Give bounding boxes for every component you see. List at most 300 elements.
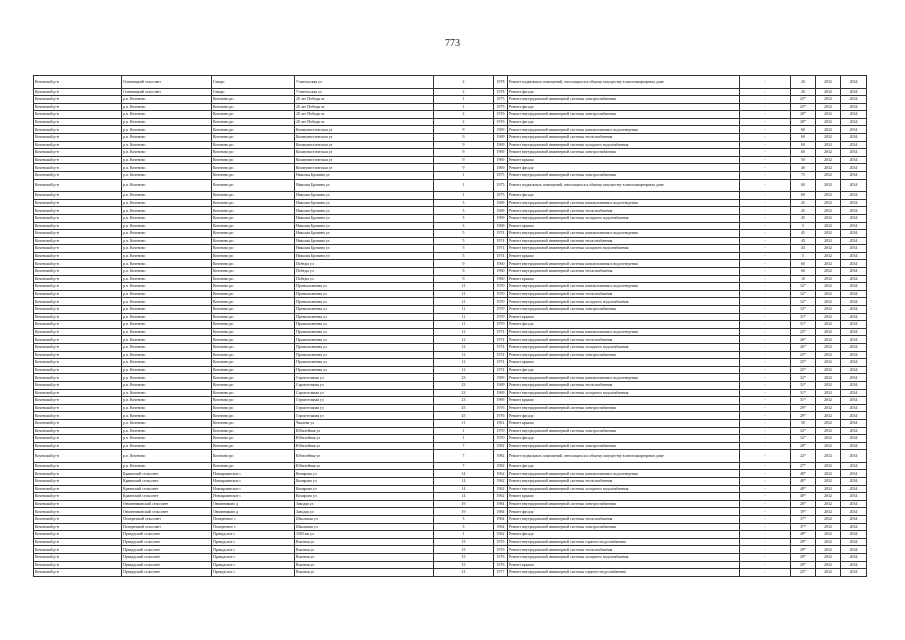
cell-dash: - <box>740 435 791 443</box>
cell-build-year: 1974 <box>494 252 508 260</box>
cell-work-type: Ремонт внутридомовой инженерной системы электроснабжения <box>508 523 740 531</box>
cell-work-type: Ремонт внутридомовой инженерной системы теплоснабжения <box>508 381 740 389</box>
cell-street: Строительная ул <box>295 412 434 420</box>
cell-end-year: 2034 <box>841 179 867 192</box>
cell-start-year: 2032 <box>816 260 841 268</box>
cell-start-year: 2032 <box>816 134 841 142</box>
cell-dash: - <box>740 192 791 200</box>
cell-district: Кочевский р-н <box>34 118 122 126</box>
table-row <box>34 374 867 382</box>
cell-street: Николая Бровина ул <box>295 245 434 253</box>
cell-end-year: 2034 <box>841 283 867 291</box>
cell-start-year: 2032 <box>816 427 841 435</box>
cell-start-year: 2032 <box>816 252 841 260</box>
cell-district: Кочевский р-н <box>34 450 122 463</box>
cell-house-number: 7 <box>434 462 494 470</box>
cell-settlement: р.п. Кочевово <box>122 245 212 253</box>
cell-locality: Кочевово рп <box>212 156 295 164</box>
cell-district: Кочевский р-н <box>34 546 122 554</box>
cell-end-year: 2034 <box>841 546 867 554</box>
cell-dash: - <box>740 199 791 207</box>
table-row <box>34 141 867 149</box>
cell-build-year: 1975 <box>494 179 508 192</box>
cell-work-type: Ремонт фасада <box>508 164 740 172</box>
cell-street: Победы ул <box>295 268 434 276</box>
cell-street: Юбилейная ул <box>295 462 434 470</box>
cell-build-year: 1962 <box>494 493 508 501</box>
cell-settlement: р.п. Кочевово <box>122 344 212 352</box>
cell-dash: - <box>740 397 791 405</box>
cell-service-life: 29* <box>791 412 816 420</box>
cell-dash: - <box>740 404 791 412</box>
cell-settlement: Краинский сельсовет <box>122 485 212 493</box>
cell-service-life: 60 <box>791 149 816 157</box>
cell-build-year: 1974 <box>494 237 508 245</box>
cell-build-year: 1962 <box>494 485 508 493</box>
table-row <box>34 493 867 501</box>
cell-dash: - <box>740 88 791 96</box>
cell-street: Заводая ул <box>295 508 434 516</box>
cell-build-year: 1984 <box>494 500 508 508</box>
cell-locality: Кочевово рп <box>212 328 295 336</box>
cell-dash: - <box>740 328 791 336</box>
cell-start-year: 2032 <box>816 126 841 134</box>
cell-end-year: 2034 <box>841 359 867 367</box>
cell-end-year: 2034 <box>841 237 867 245</box>
cell-locality: Кочевово рп <box>212 397 295 405</box>
cell-service-life: 32* <box>791 283 816 291</box>
cell-district: Кочевский р-н <box>34 470 122 478</box>
cell-settlement: р.п. Кочевово <box>122 126 212 134</box>
cell-locality: Кочевово рп <box>212 141 295 149</box>
cell-start-year: 2032 <box>816 485 841 493</box>
cell-house-number: 25 <box>434 404 494 412</box>
cell-start-year: 2032 <box>816 268 841 276</box>
cell-build-year: 1975 <box>494 192 508 200</box>
cell-start-year: 2032 <box>816 156 841 164</box>
cell-street: Коммунистическая ул <box>295 141 434 149</box>
cell-start-year: 2032 <box>816 207 841 215</box>
cell-street: Промышленная ул <box>295 351 434 359</box>
cell-house-number: 9 <box>434 164 494 172</box>
cell-house-number: 12 <box>434 359 494 367</box>
cell-service-life: 60 <box>791 192 816 200</box>
cell-work-type: Ремонт внутридомовой инженерной системы канализования и водоотведения <box>508 126 740 134</box>
cell-work-type: Ремонт внутридомовой инженерной системы электроснабжения <box>508 172 740 180</box>
cell-district: Кочевский р-н <box>34 374 122 382</box>
table-row <box>34 298 867 306</box>
cell-house-number: 1 <box>434 192 494 200</box>
table-row <box>34 569 867 577</box>
cell-house-number: 1 <box>434 103 494 111</box>
cell-district: Кочевский р-н <box>34 275 122 283</box>
cell-service-life: 48* <box>791 531 816 539</box>
cell-service-life: 46 <box>791 164 816 172</box>
cell-build-year: 1976 <box>494 561 508 569</box>
cell-street: 20 лет Победы кт <box>295 103 434 111</box>
cell-street: Строительная ул <box>295 381 434 389</box>
cell-house-number: 3 <box>434 515 494 523</box>
cell-build-year: 1969 <box>494 397 508 405</box>
cell-service-life: 32* <box>791 427 816 435</box>
table-row <box>34 237 867 245</box>
cell-settlement: р.п. Кочевово <box>122 252 212 260</box>
cell-locality: Кочевово рп <box>212 462 295 470</box>
cell-settlement: р.п. Кочевово <box>122 328 212 336</box>
table-row <box>34 252 867 260</box>
cell-house-number: 19 <box>434 508 494 516</box>
cell-dash: - <box>740 321 791 329</box>
cell-build-year: 1969 <box>494 199 508 207</box>
cell-settlement: р.п. Кочевово <box>122 336 212 344</box>
cell-end-year: 2034 <box>841 172 867 180</box>
cell-street: Промышленная ул <box>295 359 434 367</box>
cell-house-number: 11 <box>434 419 494 427</box>
cell-house-number: 3 <box>434 199 494 207</box>
cell-settlement: р.п. Кочевово <box>122 283 212 291</box>
table-row <box>34 76 867 89</box>
cell-build-year: 1975 <box>494 103 508 111</box>
cell-house-number: 1 <box>434 179 494 192</box>
cell-street: Юбилейная ул <box>295 427 434 435</box>
cell-end-year: 2034 <box>841 553 867 561</box>
table-row <box>34 118 867 126</box>
cell-district: Кочевский р-н <box>34 164 122 172</box>
cell-dash: - <box>740 230 791 238</box>
cell-start-year: 2032 <box>816 538 841 546</box>
cell-dash: - <box>740 561 791 569</box>
table-row <box>34 207 867 215</box>
cell-build-year: 1976 <box>494 404 508 412</box>
cell-locality: Кочевово рп <box>212 351 295 359</box>
cell-build-year: 1976 <box>494 118 508 126</box>
cell-street: Николая Бровина ул <box>295 199 434 207</box>
cell-dash: - <box>740 569 791 577</box>
cell-locality: Кочевово рп <box>212 103 295 111</box>
table-row <box>34 538 867 546</box>
cell-build-year: 1969 <box>494 222 508 230</box>
table-row <box>34 268 867 276</box>
cell-work-type: Ремонт внутридомовой инженерной системы электроснабжения <box>508 351 740 359</box>
cell-dash: - <box>740 298 791 306</box>
cell-settlement: р.п. Кочевово <box>122 427 212 435</box>
cell-settlement: Краинский сельсовет <box>122 470 212 478</box>
cell-dash: - <box>740 313 791 321</box>
cell-locality: Прикудское с <box>212 569 295 577</box>
cell-street: Николая Бровина ул <box>295 230 434 238</box>
cell-work-type: Ремонт крыши <box>508 493 740 501</box>
cell-service-life: 28* <box>791 118 816 126</box>
table-row <box>34 149 867 157</box>
cell-house-number: 23 <box>434 381 494 389</box>
cell-end-year: 2034 <box>841 515 867 523</box>
cell-end-year: 2034 <box>841 381 867 389</box>
table-row <box>34 222 867 230</box>
cell-street: Вокзная ул <box>295 553 434 561</box>
cell-start-year: 2032 <box>816 164 841 172</box>
cell-settlement: р.п. Кочевово <box>122 298 212 306</box>
cell-work-type: Ремонт фасада <box>508 118 740 126</box>
cell-district: Кочевский р-н <box>34 397 122 405</box>
cell-house-number: 1 <box>434 531 494 539</box>
cell-locality: Овчинниково д <box>212 508 295 516</box>
cell-end-year: 2034 <box>841 412 867 420</box>
cell-settlement: р.п. Кочевово <box>122 192 212 200</box>
cell-end-year: 2034 <box>841 222 867 230</box>
cell-district: Кочевский р-н <box>34 245 122 253</box>
cell-start-year: 2032 <box>816 397 841 405</box>
cell-street: Юбилейная ул <box>295 442 434 450</box>
cell-locality: Новокраинское с <box>212 470 295 478</box>
cell-work-type: Ремонт внутридомовой инженерной системы холодного водоснабжения <box>508 485 740 493</box>
cell-end-year: 2034 <box>841 374 867 382</box>
cell-build-year: 1970 <box>494 313 508 321</box>
cell-end-year: 2034 <box>841 435 867 443</box>
cell-house-number: 2 <box>434 76 494 89</box>
cell-start-year: 2032 <box>816 230 841 238</box>
cell-build-year: 1960 <box>494 268 508 276</box>
cell-work-type: Ремонт внутридомовой инженерной системы холодного водоснабжения <box>508 298 740 306</box>
table-row <box>34 164 867 172</box>
cell-end-year: 2034 <box>841 462 867 470</box>
cell-street: Николая Бровина ул <box>295 172 434 180</box>
cell-house-number: 3 <box>434 214 494 222</box>
cell-district: Кочевский р-н <box>34 214 122 222</box>
cell-house-number: 9 <box>434 260 494 268</box>
cell-start-year: 2032 <box>816 531 841 539</box>
cell-locality: Кочевово рп <box>212 252 295 260</box>
cell-end-year: 2034 <box>841 141 867 149</box>
cell-district: Кочевский р-н <box>34 493 122 501</box>
cell-service-life: 48* <box>791 485 816 493</box>
cell-street: Николая Бровина ул <box>295 207 434 215</box>
cell-settlement: Поперечный сельсовет <box>122 523 212 531</box>
cell-end-year: 2034 <box>841 134 867 142</box>
cell-locality: Кочевово рп <box>212 344 295 352</box>
cell-end-year: 2034 <box>841 493 867 501</box>
cell-locality: Кочевово рп <box>212 442 295 450</box>
cell-dash: - <box>740 508 791 516</box>
cell-house-number: 15 <box>434 538 494 546</box>
cell-service-life: 25* <box>791 569 816 577</box>
cell-build-year: 1974 <box>494 344 508 352</box>
table-row <box>34 126 867 134</box>
cell-start-year: 2032 <box>816 141 841 149</box>
cell-build-year: 1970 <box>494 427 508 435</box>
cell-start-year: 2032 <box>816 404 841 412</box>
cell-dash: - <box>740 252 791 260</box>
cell-street: Николая Бровина ул <box>295 222 434 230</box>
cell-locality: Кочевово рп <box>212 283 295 291</box>
cell-locality: Кочевово рп <box>212 435 295 443</box>
cell-settlement: р.п. Кочевово <box>122 118 212 126</box>
cell-district: Кочевский р-н <box>34 172 122 180</box>
cell-service-life: 45 <box>791 214 816 222</box>
cell-build-year: 1970 <box>494 306 508 314</box>
cell-district: Кочевский р-н <box>34 222 122 230</box>
cell-start-year: 2032 <box>816 88 841 96</box>
cell-service-life: 32* <box>791 306 816 314</box>
cell-locality: Кочевово рп <box>212 192 295 200</box>
cell-service-life: 25* <box>791 359 816 367</box>
cell-service-life: 29* <box>791 553 816 561</box>
table-row <box>34 419 867 427</box>
cell-work-type: Ремонт внутридомовой инженерной системы электроснабжения <box>508 96 740 104</box>
cell-dash: - <box>740 485 791 493</box>
cell-service-life: 19* <box>791 508 816 516</box>
cell-district: Кочевский р-н <box>34 404 122 412</box>
table-row <box>34 478 867 486</box>
cell-work-type: Ремонт внутридомовой инженерной системы теплоснабжения <box>508 237 740 245</box>
cell-end-year: 2034 <box>841 366 867 374</box>
cell-work-type: Ремонт фасада <box>508 508 740 516</box>
cell-locality: Кочевово рп <box>212 222 295 230</box>
cell-house-number: 12 <box>434 344 494 352</box>
table-row <box>34 344 867 352</box>
cell-house-number: 9 <box>434 149 494 157</box>
cell-house-number: 11 <box>434 283 494 291</box>
cell-service-life: 50 <box>791 419 816 427</box>
cell-work-type: Ремонт внутридомовой инженерной системы электроснабжения <box>508 149 740 157</box>
cell-dash: - <box>740 141 791 149</box>
table-row <box>34 214 867 222</box>
cell-end-year: 2034 <box>841 88 867 96</box>
table-row <box>34 546 867 554</box>
cell-service-life: 32* <box>791 374 816 382</box>
cell-street: Строительная ул <box>295 397 434 405</box>
cell-start-year: 2032 <box>816 111 841 119</box>
cell-street: Промышленная ул <box>295 313 434 321</box>
cell-service-life: 37* <box>791 515 816 523</box>
cell-work-type: Ремонт крыши <box>508 275 740 283</box>
cell-start-year: 2032 <box>816 381 841 389</box>
cell-street: Николая Бровина ул <box>295 192 434 200</box>
cell-district: Кочевский р-н <box>34 553 122 561</box>
cell-work-type: Ремонт фасада <box>508 192 740 200</box>
cell-end-year: 2034 <box>841 569 867 577</box>
table-row <box>34 450 867 463</box>
cell-build-year: 1964 <box>494 515 508 523</box>
cell-end-year: 2034 <box>841 111 867 119</box>
cell-work-type: Ремонт внутридомовой инженерной системы канализования и водоотведения <box>508 230 740 238</box>
table-row <box>34 412 867 420</box>
cell-start-year: 2032 <box>816 149 841 157</box>
cell-build-year: 1970 <box>494 283 508 291</box>
cell-work-type: Ремонт внутридомовой инженерной системы теплоснабжения <box>508 290 740 298</box>
cell-settlement: Овчинниковский сельсовет <box>122 500 212 508</box>
cell-work-type: Ремонт внутридомовой инженерной системы электроснабжения <box>508 306 740 314</box>
cell-service-life: 25* <box>791 366 816 374</box>
cell-locality: Кочевово рп <box>212 381 295 389</box>
cell-district: Кочевский р-н <box>34 192 122 200</box>
cell-house-number: 19 <box>434 500 494 508</box>
cell-street: Промышленная ул <box>295 290 434 298</box>
cell-district: Кочевский р-н <box>34 252 122 260</box>
table-row <box>34 275 867 283</box>
cell-district: Кочевский р-н <box>34 389 122 397</box>
table-row <box>34 283 867 291</box>
cell-settlement: р.п. Кочевово <box>122 359 212 367</box>
cell-service-life: 29* <box>791 538 816 546</box>
cell-dash: - <box>740 450 791 463</box>
cell-street: Учительская ул <box>295 88 434 96</box>
cell-locality: Кочевово рп <box>212 149 295 157</box>
cell-end-year: 2034 <box>841 336 867 344</box>
cell-end-year: 2034 <box>841 531 867 539</box>
cell-work-type: Ремонт внутридомовой инженерной системы теплоснабжения <box>508 207 740 215</box>
cell-start-year: 2032 <box>816 389 841 397</box>
cell-house-number: 11 <box>434 306 494 314</box>
cell-end-year: 2034 <box>841 450 867 463</box>
cell-settlement: р.п. Кочевово <box>122 164 212 172</box>
cell-end-year: 2034 <box>841 230 867 238</box>
cell-build-year: 1969 <box>494 126 508 134</box>
cell-dash: - <box>740 222 791 230</box>
cell-start-year: 2032 <box>816 336 841 344</box>
cell-start-year: 2032 <box>816 192 841 200</box>
cell-locality: Новокраинское с <box>212 493 295 501</box>
cell-start-year: 2032 <box>816 470 841 478</box>
cell-work-type: Ремонт фасада <box>508 531 740 539</box>
cell-service-life: 45 <box>791 199 816 207</box>
cell-start-year: 2032 <box>816 493 841 501</box>
cell-dash: - <box>740 134 791 142</box>
cell-dash: - <box>740 442 791 450</box>
cell-work-type: Ремонт внутридомовой инженерной системы электроснабжения <box>508 427 740 435</box>
cell-locality: Гамарс <box>212 76 295 89</box>
cell-dash: - <box>740 111 791 119</box>
cell-street: Промышленная ул <box>295 344 434 352</box>
cell-build-year: 1970 <box>494 435 508 443</box>
cell-street: 3303 км ул <box>295 531 434 539</box>
cell-end-year: 2034 <box>841 500 867 508</box>
cell-start-year: 2032 <box>816 366 841 374</box>
cell-street: Чапаева ул <box>295 419 434 427</box>
cell-locality: Кочевово рп <box>212 359 295 367</box>
cell-build-year: 1962 <box>494 531 508 539</box>
cell-service-life: 45 <box>791 207 816 215</box>
cell-street: Промышленная ул <box>295 321 434 329</box>
cell-house-number: 11 <box>434 290 494 298</box>
cell-dash: - <box>740 523 791 531</box>
cell-district: Кочевский р-н <box>34 321 122 329</box>
cell-street: Победы ул <box>295 260 434 268</box>
cell-dash: - <box>740 336 791 344</box>
cell-end-year: 2034 <box>841 96 867 104</box>
cell-locality: Кочевово рп <box>212 419 295 427</box>
cell-house-number: 11 <box>434 298 494 306</box>
table-row <box>34 485 867 493</box>
cell-settlement: р.п. Кочевово <box>122 230 212 238</box>
cell-street: Николая Бровина ул <box>295 179 434 192</box>
cell-district: Кочевский р-н <box>34 478 122 486</box>
cell-district: Кочевский р-н <box>34 442 122 450</box>
cell-house-number: 5 <box>434 230 494 238</box>
cell-settlement: Оленницкий сельсовет <box>122 88 212 96</box>
table-row <box>34 245 867 253</box>
cell-locality: Кочевово рп <box>212 199 295 207</box>
table-row <box>34 470 867 478</box>
cell-start-year: 2032 <box>816 344 841 352</box>
cell-locality: Кочевово рп <box>212 268 295 276</box>
cell-house-number: 9 <box>434 275 494 283</box>
cell-service-life: 29* <box>791 404 816 412</box>
cell-work-type: Ремонт внутридомовой инженерной системы канализования и водоотведения <box>508 283 740 291</box>
cell-work-type: Ремонт внутридомовой инженерной системы горячего водоснабжения <box>508 538 740 546</box>
cell-street: Промышленная ул <box>295 306 434 314</box>
cell-street: Учительская ул <box>295 76 434 89</box>
cell-locality: Кочевово рп <box>212 118 295 126</box>
